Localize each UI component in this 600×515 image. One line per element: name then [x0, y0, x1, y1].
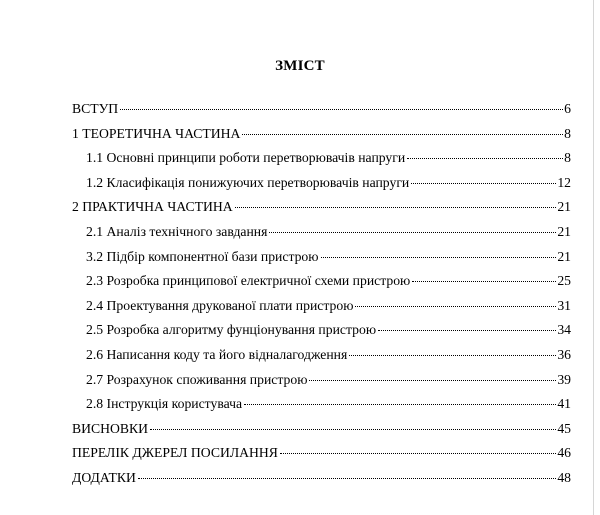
toc-entry: [72, 372, 571, 397]
toc-entry: [72, 126, 571, 151]
dot-leader: [120, 109, 563, 110]
toc-entry-title: ДОДАТКИ: [72, 469, 136, 485]
toc-entry: [72, 175, 571, 200]
toc-entry-title: 1.2 Класифікація понижуючих перетворювачів напруги: [86, 174, 410, 190]
toc-entry-title: 2.5 Розробка алгоритму фунціонування пристрою: [86, 322, 377, 338]
dot-leader: [138, 478, 556, 479]
toc-entry-page: 21: [557, 199, 571, 215]
toc-entry: [72, 322, 571, 347]
dot-leader: [309, 380, 556, 381]
toc-entry-page: 48: [557, 469, 571, 485]
toc-entry: [72, 273, 571, 298]
toc-entry-title: ПЕРЕЛІК ДЖЕРЕЛ ПОСИЛАННЯ: [72, 445, 278, 461]
dot-leader: [280, 453, 556, 454]
toc-entry-title: ВИСНОВКИ: [72, 420, 149, 436]
toc-entry-title: 2.3 Розробка принципової електричної схеми пристрою: [86, 273, 411, 289]
toc-entry: [72, 249, 571, 274]
toc-entry: [72, 298, 571, 323]
dot-leader: [235, 207, 557, 208]
dot-leader: [349, 355, 556, 356]
table-of-contents: [72, 101, 571, 495]
toc-entry: [72, 224, 571, 249]
toc-entry-title: 2.7 Розрахунок споживання пристрою: [86, 371, 308, 387]
toc-entry-title: 3.2 Підбір компонентної бази пристрою: [86, 248, 319, 264]
dot-leader: [244, 404, 556, 405]
toc-entry-title: 2.1 Аналіз технічного завдання: [86, 223, 268, 239]
toc-entry-title: ВСТУП: [72, 101, 119, 116]
toc-entry: [72, 470, 571, 495]
toc-entry: [72, 421, 571, 446]
page-edge: [593, 0, 594, 515]
toc-entry-page: 39: [557, 371, 571, 387]
dot-leader: [355, 306, 556, 307]
dot-leader: [407, 158, 563, 159]
toc-entry-page: 41: [557, 396, 571, 412]
toc-entry-title: 2.4 Проектування друкованої плати пристрою: [86, 297, 354, 313]
toc-entry-page: 12: [557, 174, 571, 190]
dot-leader: [411, 183, 556, 184]
page-title: ЗМІСТ: [275, 58, 325, 74]
toc-entry-page: 36: [557, 346, 571, 362]
dot-leader: [412, 281, 556, 282]
toc-entry: [72, 347, 571, 372]
toc-entry-page: 6: [564, 101, 571, 116]
toc-entry-title: 2.6 Написання коду та його відналагодження: [86, 346, 348, 362]
toc-entry-title: 2.8 Інструкція користувача: [86, 396, 243, 412]
dot-leader: [378, 330, 556, 331]
dot-leader: [242, 134, 563, 135]
toc-entry: [72, 445, 571, 470]
toc-entry-page: 45: [557, 420, 571, 436]
dot-leader: [321, 257, 557, 258]
toc-entry-page: 8: [564, 150, 571, 166]
toc-entry-page: 25: [557, 273, 571, 289]
toc-entry-page: 21: [557, 248, 571, 264]
dot-leader: [150, 429, 556, 430]
toc-entry-page: 8: [564, 125, 571, 141]
toc-entry-page: 34: [557, 322, 571, 338]
toc-entry: [72, 150, 571, 175]
toc-entry: [72, 101, 571, 126]
toc-entry-title: 1.1 Основні принципи роботи перетворювачів напруги: [86, 150, 406, 166]
toc-entry: [72, 199, 571, 224]
toc-entry-title: 1 ТЕОРЕТИЧНА ЧАСТИНА: [72, 125, 241, 141]
toc-entry: [72, 396, 571, 421]
dot-leader: [269, 232, 556, 233]
toc-entry-title: 2 ПРАКТИЧНА ЧАСТИНА: [72, 199, 233, 215]
toc-entry-page: 21: [557, 223, 571, 239]
toc-entry-page: 31: [557, 297, 571, 313]
toc-entry-page: 46: [557, 445, 571, 461]
